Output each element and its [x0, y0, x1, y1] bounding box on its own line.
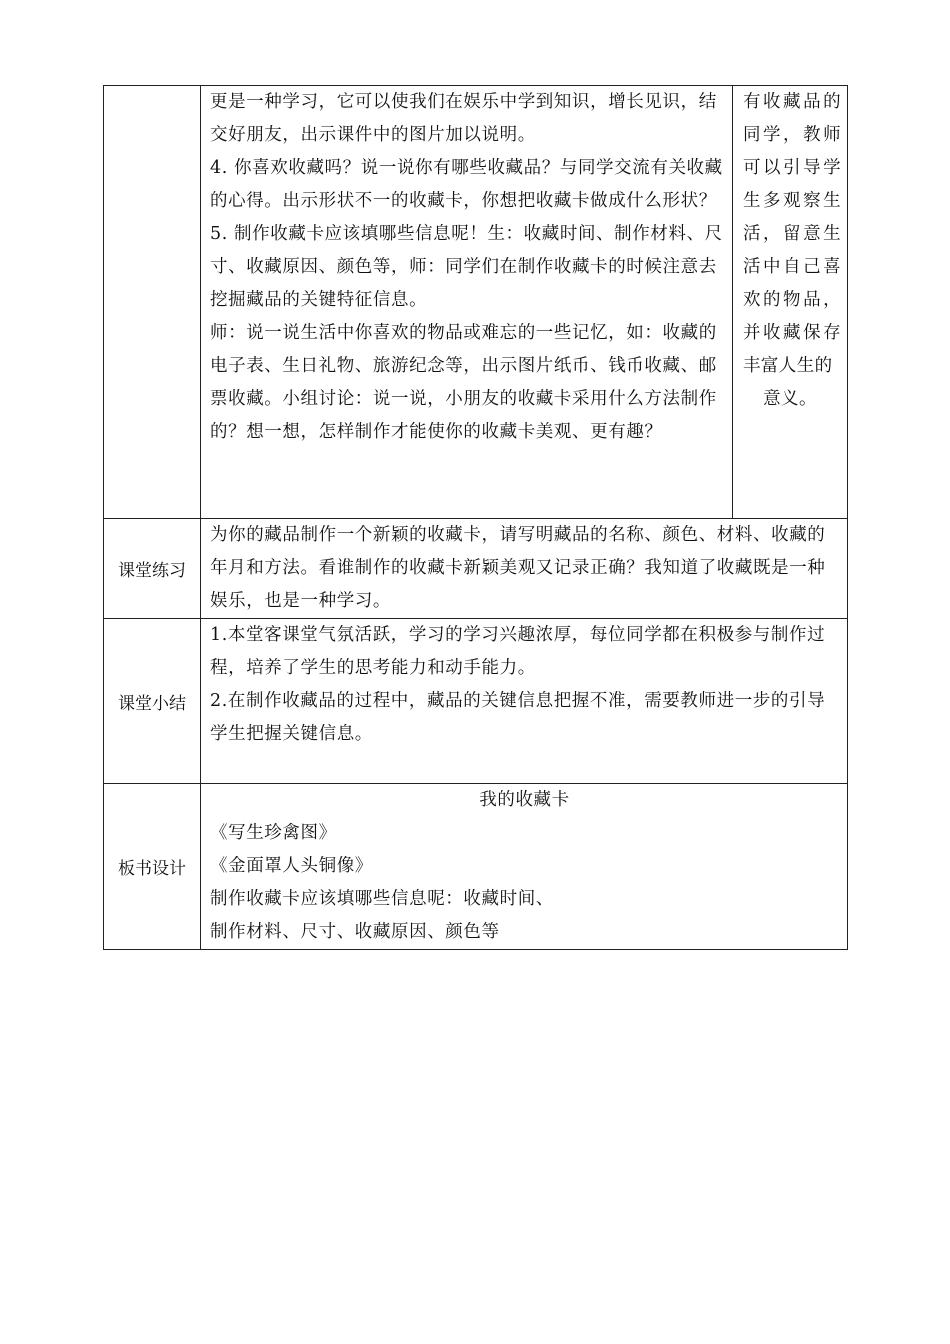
process-content — [201, 86, 733, 519]
process-paragraph: 5. 制作收藏卡应该填哪些信息呢！生：收藏时间、制作材料、尺寸、收藏原因、颜色等，师：同学们在制作收藏卡的时候注意去挖掘藏品的关键特征信息。 — [210, 224, 723, 310]
practice-text: 为你的藏品制作一个新颖的收藏卡，请写明藏品的名称、颜色、材料、收藏的年月和方法。看谁制作的收藏卡新颖美观又记录正确？我知道了收藏既是一种娱乐，也是一种学习。 — [210, 525, 826, 611]
summary-content — [201, 619, 848, 784]
row-label-practice: 课堂练习 — [104, 519, 201, 619]
row-practice — [104, 519, 848, 619]
process-paragraph: 师：说一说生活中你喜欢的物品或难忘的一些记忆，如：收藏的电子表、生日礼物、旅游纪念等，出示图片纸币、钱币收藏、邮票收藏。小组讨论：说一说，小朋友的收藏卡采用什么方法制作的？想一想，怎样制作才能使你的收藏卡美观、更有趣？ — [210, 323, 717, 442]
process-paragraph: 更是一种学习，它可以使我们在娱乐中学到知识，增长见识，结交好朋友，出示课件中的图片加以说明。 — [210, 92, 717, 145]
board-title: 我的收藏卡 — [479, 790, 570, 810]
practice-content — [201, 519, 848, 619]
board-line: 《写生珍禽图》 — [210, 823, 337, 843]
process-side-note-cell — [733, 86, 848, 519]
row-label-process — [104, 86, 201, 519]
row-process — [104, 86, 848, 519]
process-side-note-end: 意义。 — [763, 389, 817, 409]
summary-item: 1.本堂客课堂气氛活跃，学习的学习兴趣浓厚，每位同学都在积极参与制作过程，培养了学生的思考能力和动手能力。 — [210, 625, 826, 678]
board-line: 制作材料、尺寸、收藏原因、颜色等 — [210, 922, 500, 942]
process-paragraph: 4. 你喜欢收藏吗？说一说你有哪些收藏品？与同学交流有关收藏的心得。出示形状不一的收藏卡，你想把收藏卡做成什么形状？ — [210, 158, 723, 211]
board-content — [201, 784, 848, 950]
lesson-plan-table — [103, 85, 847, 950]
row-board — [104, 784, 848, 950]
row-summary — [104, 619, 848, 784]
board-line: 《金面罩人头铜像》 — [210, 856, 373, 876]
row-label-summary: 课堂小结 — [104, 619, 201, 784]
row-label-board: 板书设计 — [104, 784, 201, 950]
process-side-note: 有收藏品的同学，教师可以引导学生多观察生活，留意生活中自己喜欢的物品，并收藏保存丰富人生的 — [743, 92, 841, 376]
summary-item: 2.在制作收藏品的过程中，藏品的关键信息把握不准，需要教师进一步的引导学生把握关键信息。 — [210, 691, 826, 744]
board-line: 制作收藏卡应该填哪些信息呢：收藏时间、 — [210, 889, 554, 909]
